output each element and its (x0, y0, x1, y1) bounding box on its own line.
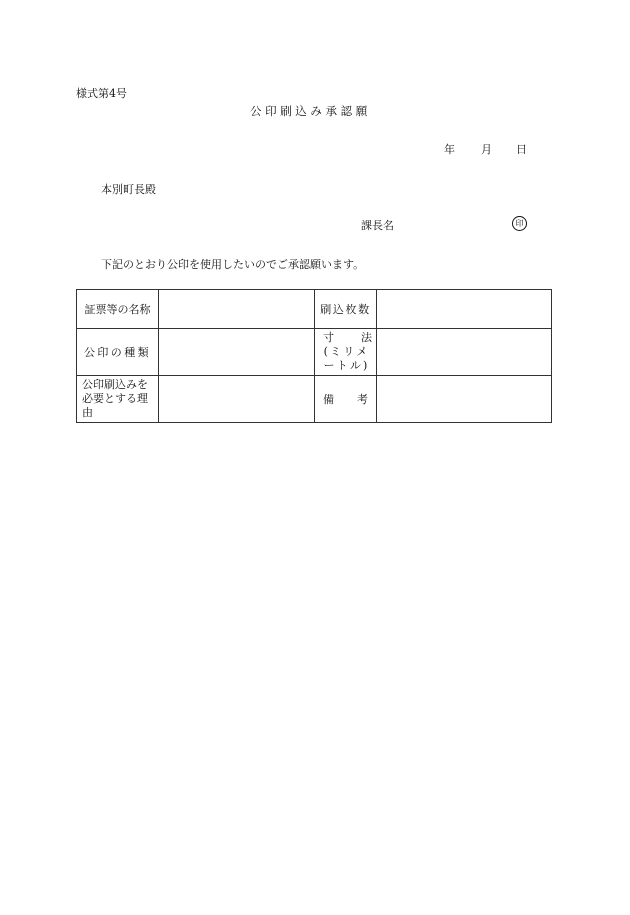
reason-label (77, 376, 159, 423)
dimensions-label-char1: 寸 (323, 331, 334, 344)
applicant-section-chief-label: 課長名 (361, 219, 394, 232)
dimensions-unit-line1: (ミリメ (323, 345, 370, 358)
reason-label-line3: 由 (82, 406, 93, 419)
reason-field[interactable] (159, 376, 315, 423)
seal-mark-icon: 印 (512, 216, 527, 231)
table-row (77, 290, 552, 329)
certificate-name-label: 証票等の名称 (77, 290, 159, 329)
remarks-label (315, 376, 377, 423)
application-form-table (76, 289, 552, 423)
remarks-label-char2: 考 (357, 393, 368, 406)
form-number: 様式第4号 (76, 87, 127, 100)
reason-label-line2: 必要とする理 (82, 392, 148, 405)
dimensions-label-char2: 法 (361, 331, 372, 344)
seal-type-field[interactable] (159, 329, 315, 376)
seal-type-label: 公印の種類 (77, 329, 159, 376)
date-month-label: 月 (481, 143, 492, 156)
date-day-label: 日 (516, 143, 527, 156)
table-row (77, 329, 552, 376)
date-year-label: 年 (444, 143, 455, 156)
reason-label-line1: 公印刷込みを (82, 378, 148, 391)
document-title: 公印刷込み承認願 (250, 104, 371, 118)
table-row (77, 376, 552, 423)
remarks-label-char1: 備 (323, 393, 334, 406)
dimensions-unit-line2: ートル) (323, 359, 370, 372)
dimensions-field[interactable] (377, 329, 552, 376)
print-count-field[interactable] (377, 290, 552, 329)
remarks-field[interactable] (377, 376, 552, 423)
print-count-label: 刷込枚数 (315, 290, 377, 329)
dimensions-label (315, 329, 377, 376)
request-statement: 下記のとおり公印を使用したいのでご承認願います。 (101, 258, 365, 271)
certificate-name-field[interactable] (159, 290, 315, 329)
addressee: 本別町長殿 (101, 183, 156, 196)
